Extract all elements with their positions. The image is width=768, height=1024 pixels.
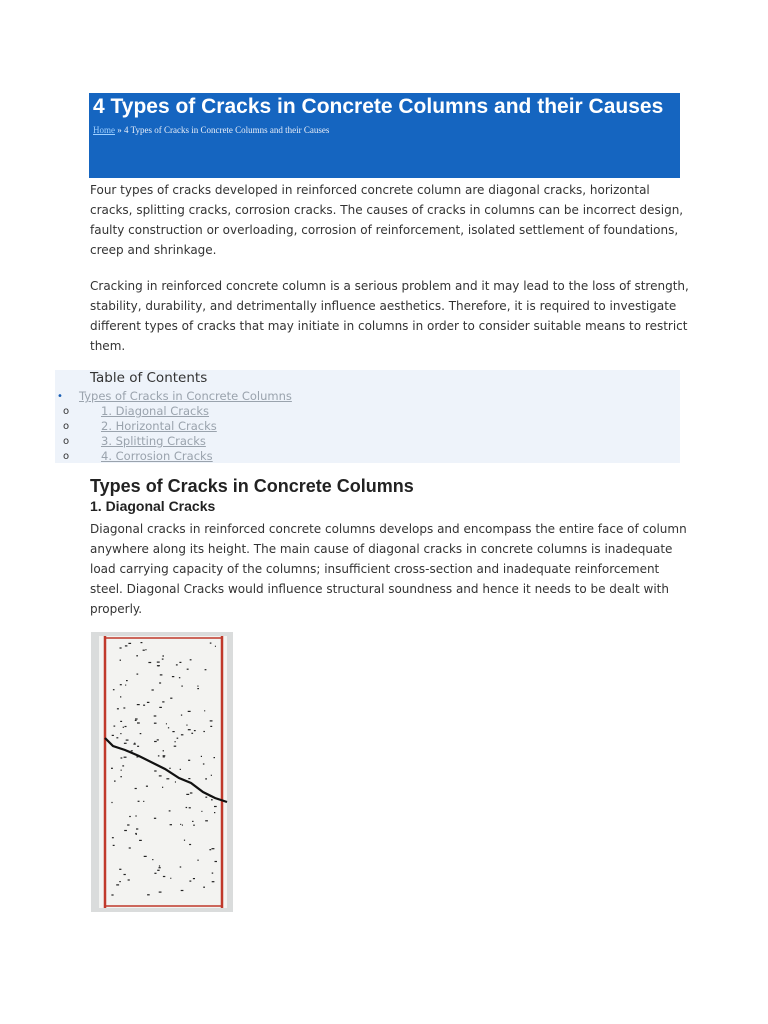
speckle — [175, 741, 176, 742]
speckle — [187, 669, 189, 670]
speckle — [203, 887, 205, 888]
speckle — [162, 655, 164, 656]
speckle — [145, 649, 146, 650]
diagonal-crack-column-image — [91, 632, 233, 912]
toc-item-main — [79, 389, 292, 403]
speckle — [179, 677, 180, 678]
column-illustration — [91, 632, 233, 912]
speckle — [205, 797, 207, 798]
speckle — [138, 801, 140, 802]
speckle — [212, 881, 215, 882]
speckle — [210, 726, 212, 727]
toc-item-1 — [101, 404, 209, 418]
speckle — [197, 688, 199, 689]
speckle — [117, 708, 119, 709]
speckle — [193, 825, 195, 826]
speckle — [143, 705, 145, 706]
speckle — [128, 643, 131, 644]
speckle — [204, 710, 205, 711]
speckle — [180, 824, 181, 825]
speckle — [159, 892, 162, 893]
speckle — [210, 643, 212, 644]
speckle — [121, 757, 123, 758]
speckle — [154, 770, 156, 771]
speckle — [141, 642, 143, 643]
speckle — [120, 776, 122, 777]
speckle — [159, 865, 160, 866]
speckle — [157, 665, 160, 666]
speckle — [122, 765, 124, 766]
toc-link-corrosion[interactable]: 4. Corrosion Cracks — [101, 449, 213, 463]
toc-link-diagonal[interactable]: 1. Diagonal Cracks — [101, 404, 210, 418]
speckle — [188, 711, 191, 712]
speckle — [137, 722, 140, 723]
speckle — [188, 778, 190, 779]
speckle — [186, 807, 188, 808]
breadcrumb — [93, 125, 676, 135]
speckle — [154, 818, 156, 819]
table-of-contents — [55, 370, 680, 463]
speckle — [119, 881, 121, 882]
speckle — [147, 894, 150, 895]
speckle — [205, 820, 208, 821]
speckle — [136, 655, 138, 656]
speckle — [120, 733, 121, 734]
toc-link-horizontal[interactable]: 2. Horizontal Cracks — [101, 419, 217, 433]
speckle — [176, 664, 178, 665]
speckle — [125, 726, 127, 727]
speckle — [131, 750, 133, 751]
speckle — [191, 733, 193, 734]
speckle — [139, 840, 142, 841]
toc-sub-bullet: o — [63, 436, 70, 447]
speckle — [189, 807, 191, 808]
speckle — [215, 646, 216, 647]
speckle — [163, 756, 165, 757]
speckle — [170, 878, 171, 879]
speckle — [197, 860, 198, 861]
speckle — [169, 768, 170, 769]
speckle — [163, 750, 164, 751]
speckle — [157, 739, 159, 740]
speckle — [135, 720, 137, 721]
speckle — [181, 715, 182, 716]
speckle — [212, 873, 214, 874]
speckle — [188, 760, 190, 761]
speckle — [135, 815, 136, 816]
speckle — [181, 890, 184, 891]
speckle — [154, 741, 157, 742]
intro-paragraph-1: Four types of cracks developed in reinforced concrete column are diagonal cracks, horizontal cracks, splitting cracks, corrosion cracks. The causes of cracks in columns can be incorrect design, faulty construction or overloading, corrosion of reinforcement, isolated settlement of foundations, creep and shrinkage. — [90, 183, 684, 257]
speckle — [209, 849, 211, 850]
speckle — [211, 799, 213, 800]
toc-title: Table of Contents — [90, 370, 208, 386]
speckle — [123, 727, 124, 728]
toc-sub-bullet: o — [63, 421, 70, 432]
speckle — [125, 645, 128, 646]
toc-link-types[interactable]: Types of Cracks in Concrete Columns — [79, 389, 292, 403]
speckle — [186, 794, 189, 795]
speckle — [174, 746, 177, 747]
speckle — [120, 660, 121, 661]
speckle — [114, 781, 116, 782]
speckle — [201, 756, 202, 757]
speckle — [210, 720, 213, 721]
speckle — [190, 792, 193, 793]
speckle — [140, 733, 142, 734]
speckle — [154, 873, 156, 874]
speckle — [192, 821, 193, 822]
speckle — [154, 715, 157, 716]
speckle — [116, 884, 119, 885]
speckle — [188, 729, 191, 730]
speckle — [197, 686, 198, 687]
speckle — [193, 878, 195, 879]
speckle — [184, 840, 185, 841]
speckle — [214, 757, 216, 758]
speckle — [134, 743, 135, 744]
speckle — [129, 816, 131, 817]
speckle — [201, 811, 202, 812]
speckle — [181, 686, 182, 687]
speckle — [182, 825, 183, 826]
speckle — [215, 861, 218, 862]
speckle — [163, 876, 165, 877]
section-subheading: 1. Diagonal Cracks — [90, 498, 216, 514]
speckle — [205, 778, 207, 779]
speckle — [121, 770, 122, 771]
speckle — [170, 824, 172, 825]
speckle — [120, 647, 122, 648]
speckle — [111, 802, 112, 803]
diagonal-cracks-paragraph: Diagonal cracks in reinforced concrete columns develops and encompass the entire face of column anywhere along its height. The main cause of diagonal cracks in concrete columns is inadequate load carrying capacity of the columns; insufficient cross-section and inadequate reinforcement steel. Diagonal Cracks would influence structural soundness and hence it needs to be dealt with properly. — [90, 522, 687, 616]
speckle — [128, 879, 130, 880]
speckle — [159, 682, 161, 683]
speckle — [148, 662, 151, 663]
toc-bullet: • — [57, 391, 63, 402]
speckle — [124, 830, 127, 831]
speckle — [120, 721, 122, 722]
speckle — [126, 680, 128, 681]
section-heading: Types of Cracks in Concrete Columns — [90, 476, 414, 496]
breadcrumb-current: 4 Types of Cracks in Concrete Columns and their Causes — [124, 125, 330, 135]
speckle — [124, 874, 126, 875]
speckle — [162, 787, 163, 788]
speckle — [157, 870, 159, 871]
speckle — [113, 689, 115, 690]
speckle — [119, 869, 121, 870]
speckle — [135, 833, 137, 834]
toc-item-2 — [101, 419, 217, 433]
speckle — [120, 684, 122, 685]
speckle — [158, 755, 160, 756]
speckle — [177, 738, 179, 739]
speckle — [163, 755, 166, 756]
speckle — [114, 726, 116, 727]
speckle — [124, 757, 127, 758]
speckle — [166, 778, 169, 779]
speckle — [154, 723, 157, 724]
speckle — [211, 775, 212, 776]
speckle — [146, 786, 148, 787]
toc-link-splitting[interactable]: 3. Splitting Cracks — [101, 434, 206, 448]
toc-sub-bullet: o — [63, 451, 70, 462]
page-title: 4 Types of Cracks in Concrete Columns and their Causes — [93, 95, 664, 118]
speckle — [203, 731, 205, 732]
speckle — [152, 689, 154, 690]
speckle — [112, 837, 114, 838]
speckle — [147, 702, 150, 703]
speckle — [135, 718, 138, 719]
speckle — [112, 735, 114, 736]
speckle — [194, 730, 196, 731]
article-header — [89, 93, 680, 178]
speckle — [120, 696, 121, 697]
speckle — [136, 828, 138, 829]
speckle — [111, 894, 113, 895]
intro-paragraph-2: Cracking in reinforced concrete column is a serious problem and it may lead to the loss of strength, stability, durability, and detrimentally influence aesthetics. Therefore, it is required to investigate different types of cracks that may initiate in columns in order to consider suitable means to restrict them. — [90, 279, 689, 353]
speckle — [169, 810, 171, 811]
toc-sub-bullet: o — [63, 406, 70, 417]
speckle — [157, 662, 160, 663]
speckle — [162, 701, 164, 702]
speckle — [159, 775, 162, 776]
speckle — [160, 674, 163, 675]
speckle — [137, 746, 139, 747]
speckle — [212, 848, 215, 849]
speckle — [124, 743, 127, 744]
speckle — [129, 847, 131, 848]
speckle — [181, 734, 184, 735]
speckle — [189, 881, 191, 882]
speckle — [144, 856, 147, 857]
speckle — [135, 788, 137, 789]
speckle — [190, 659, 192, 660]
speckle — [111, 768, 113, 769]
speckle — [159, 707, 162, 708]
speckle — [159, 867, 161, 868]
speckle — [186, 725, 187, 726]
speckle — [179, 662, 181, 663]
speckle — [137, 674, 139, 675]
speckle — [143, 650, 145, 651]
speckle — [166, 723, 167, 724]
speckle — [116, 737, 118, 738]
speckle — [170, 698, 172, 699]
speckle — [172, 731, 174, 732]
speckle — [214, 812, 215, 813]
speckle — [180, 866, 182, 867]
column-face — [99, 636, 227, 908]
speckle — [172, 676, 174, 677]
toc-item-3 — [101, 434, 206, 448]
speckle — [127, 824, 129, 825]
breadcrumb-separator: » — [115, 125, 124, 135]
speckle — [203, 763, 205, 764]
speckle — [189, 844, 191, 845]
speckle — [205, 669, 207, 670]
breadcrumb-home-link[interactable]: Home — [93, 125, 115, 135]
speckle — [125, 685, 126, 686]
speckle — [180, 769, 181, 770]
speckle — [214, 806, 217, 807]
speckle — [162, 659, 164, 660]
speckle — [168, 727, 169, 728]
speckle — [113, 845, 115, 846]
speckle — [152, 859, 153, 860]
speckle — [123, 707, 125, 708]
speckle — [143, 801, 144, 802]
toc-item-4 — [101, 449, 213, 463]
speckle — [126, 740, 129, 741]
speckle — [175, 781, 176, 782]
speckle — [137, 704, 140, 705]
